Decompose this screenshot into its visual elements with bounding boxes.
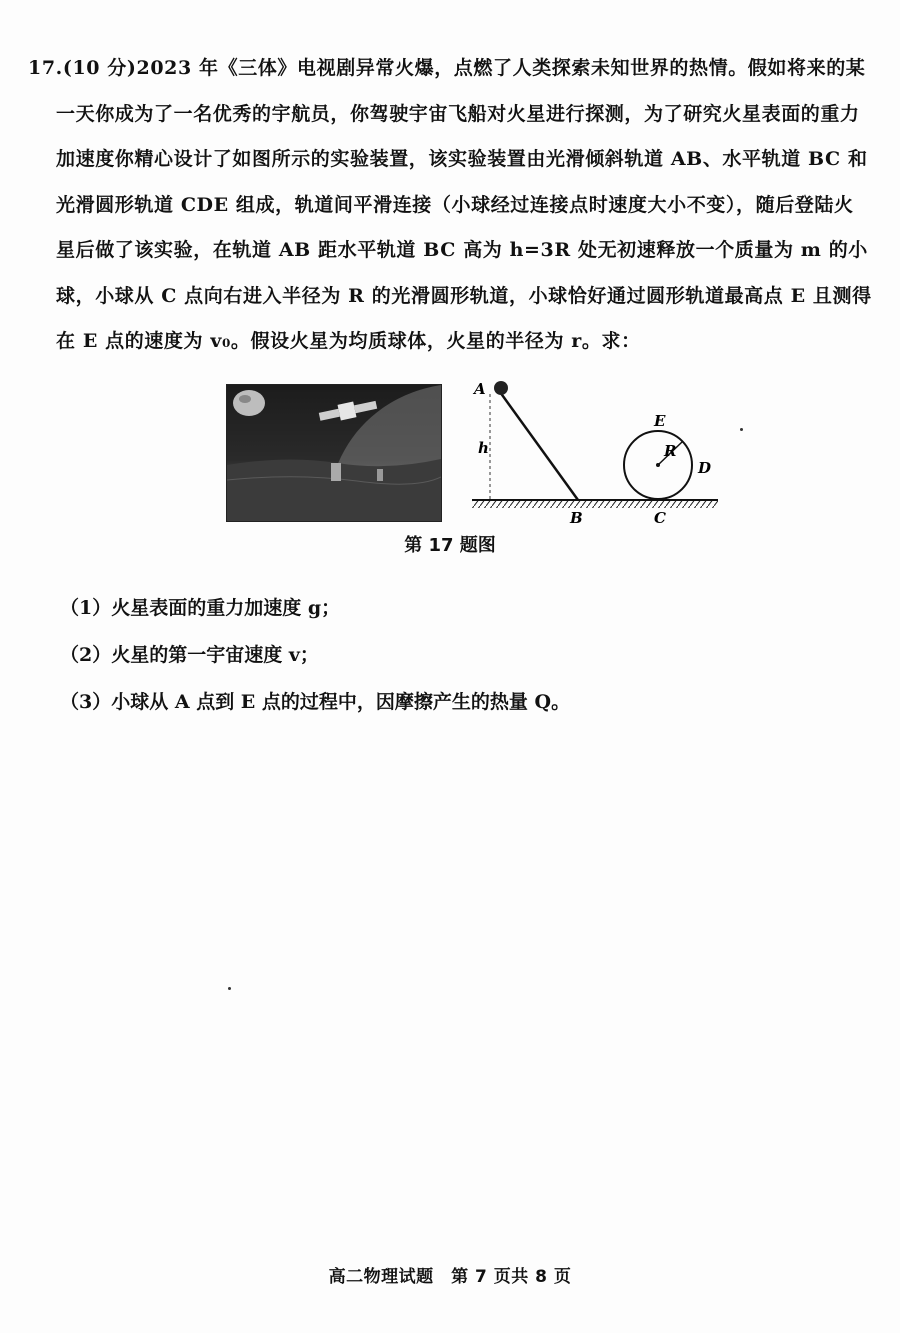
figure-caption: 第 17 题图: [404, 535, 496, 556]
label-e: E: [654, 412, 666, 430]
label-r: R: [664, 442, 677, 460]
label-h: h: [478, 439, 489, 457]
page-footer: 高二物理试题 第 7 页共 8 页: [328, 1267, 572, 1287]
spacecraft-photo: [226, 384, 442, 522]
question-3: （3）小球从 A 点到 E 点的过程中，因摩擦产生的热量 Q。: [60, 691, 571, 713]
question-1: （1）火星表面的重力加速度 g；: [60, 597, 341, 619]
stray-dot: [228, 987, 231, 990]
problem-number: 17.(10 分): [28, 57, 137, 79]
label-b: B: [570, 509, 583, 527]
label-c: C: [654, 509, 666, 527]
problem-text: 2023 年《三体》电视剧异常火爆，点燃了人类探索未知世界的热情。假如将来的某一天你成为了一名优秀的宇航员，你驾驶宇宙飞船对火星进行探测，为了研究火星表面的重力加速度你精心设计了如图所示的实验装置，该实验装置由光滑倾斜轨道 AB、水平轨道 BC 和光滑圆形轨道 CDE 组成，轨道间平滑连接（小球经过连接点时速度大小不变），随后登陆火星后做了该实验，在轨道 AB 距水平轨道 BC 高为 h=3R 处无初速释放一个质量为 m 的小球，小球从 C 点向右进入半径为 R 的光滑圆形轨道，小球恰好通过圆形轨道最高点 E 且测得在 E 点的速度为 v₀。假设火星为均质球体，火星的半径为 r。求：: [56, 57, 872, 352]
label-d: D: [698, 459, 712, 477]
question-2: （2）火星的第一宇宙速度 v；: [60, 644, 319, 666]
track-diagram: [468, 378, 723, 528]
question-list: [60, 585, 570, 726]
stray-dot: [740, 428, 743, 431]
problem-statement: [28, 46, 873, 365]
label-a: A: [474, 380, 486, 398]
